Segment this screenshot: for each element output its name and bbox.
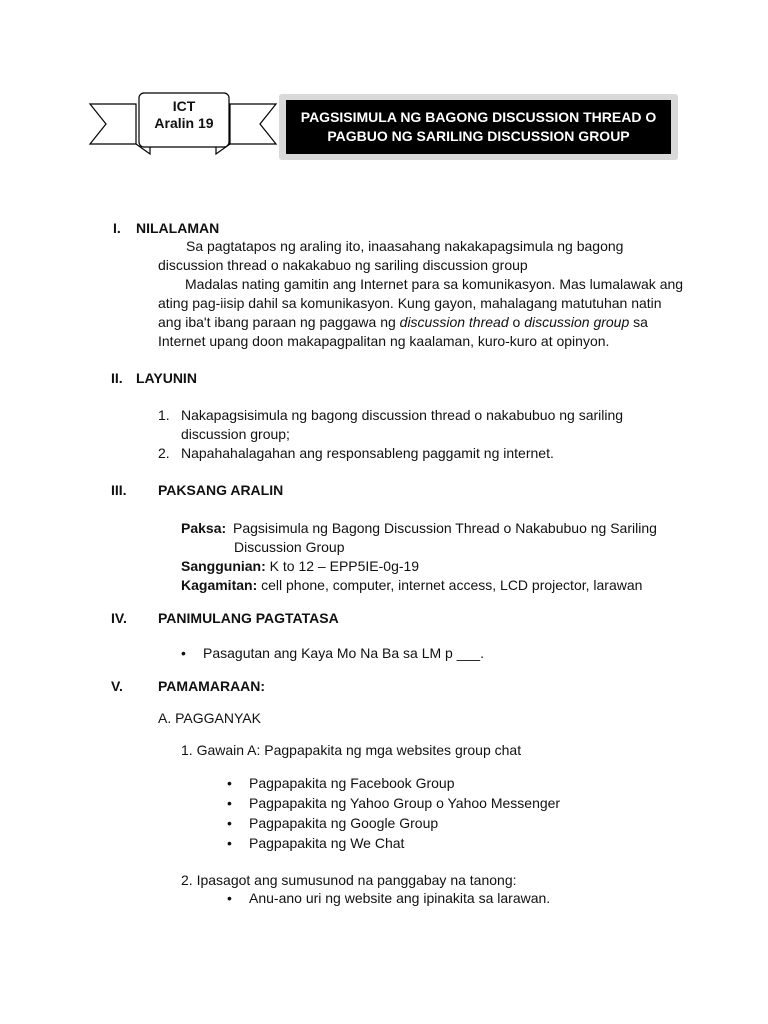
bullet-icon: • [227,775,232,791]
bullet-icon: • [227,795,232,811]
lesson-title [286,100,671,154]
list-item [227,834,404,852]
section-1-number: I. [113,220,121,236]
objective-line-2: discussion thread o nakakabuo ng sariling discussion group [158,257,528,273]
intro-term-thread: discussion thread [399,314,509,330]
section-4-heading: PANIMULANG PAGTATASA [158,610,339,626]
bullet-icon: • [181,645,186,661]
section-3-heading: PAKSANG ARALIN [158,482,284,498]
kagamitan-label: Kagamitan: [181,577,258,593]
section-2-heading: LAYUNIN [136,370,197,386]
section-4-number: IV. [111,610,127,626]
intro-term-group: discussion group [524,314,630,330]
subsection-a: A. PAGGANYAK [158,710,261,726]
list-item [227,889,550,907]
list-item-text: Pagpapakita ng Yahoo Group o Yahoo Messenger [249,795,561,811]
bullet-icon: • [227,815,232,831]
list-item-text: Anu-ano uri ng website ang ipinakita sa larawan. [249,890,551,906]
intro-line-1: Madalas nating gamitin ang Internet para sa komunikasyon. Mas lumalawak ang [185,276,684,292]
intro-line-3 [158,313,648,331]
goal-2-line-1: Napahahalagahan ang responsableng paggamit ng internet. [181,445,554,461]
goal-1-line-1: Nakapagsisimula ng bagong discussion thread o nakabubuo ng sariling [181,407,624,423]
sanggunian-value: K to 12 – EPP5IE-0g-19 [265,558,420,574]
list-item [227,814,438,832]
title-line-1: PAGSISIMULA NG BAGONG DISCUSSION THREAD O [300,109,657,125]
sanggunian-row [181,557,419,575]
assessment-text: Pasagutan ang Kaya Mo Na Ba sa LM p ___. [203,645,484,661]
list-item [227,774,454,792]
goal-2-number: 2. [158,445,170,461]
kagamitan-value: cell phone, computer, internet access, LCD projector, larawan [257,577,643,593]
intro-line-2: ating pag-iisip dahil sa komunikasyon. Kung gayon, mahalagang matutuhan natin [158,295,662,311]
list-item-text: Pagpapakita ng We Chat [249,835,405,851]
paksa-line-2: Discussion Group [234,539,345,555]
list-item-text: Pagpapakita ng Google Group [249,815,439,831]
goal-1-line-2: discussion group; [181,426,290,442]
section-5-heading: PAMAMARAAN: [158,678,266,694]
kagamitan-row [181,576,642,594]
assessment-bullet [181,644,484,662]
intro-line-4: Internet upang doon makapagpalitan ng kaalaman, kuro-kuro at opinyon. [158,333,610,349]
section-2-number: II. [111,370,123,386]
bullet-icon: • [227,835,232,851]
section-1-heading: NILALAMAN [136,220,220,236]
objective-line-1: Sa pagtatapos ng araling ito, inaasahang nakakapagsimula ng bagong [186,238,624,254]
title-line-2: PAGBUO NG SARILING DISCUSSION GROUP [327,128,630,144]
section-5-number: V. [111,678,123,694]
goal-1-number: 1. [158,407,170,423]
paksa-line-1: Pagsisimula ng Bagong Discussion Thread o Nakabubuo ng Sariling [233,520,657,536]
intro-text-e: sa [629,314,648,330]
intro-text-c: o [508,314,525,330]
lesson-number: Aralin 19 [154,115,214,131]
lesson-label [139,93,229,143]
bullet-icon: • [227,890,232,906]
paksa-label: Paksa: [181,520,227,536]
section-3-number: III. [111,482,127,498]
sanggunian-label: Sanggunian: [181,558,266,574]
subject-label: ICT [172,98,196,114]
step-1: 1. Gawain A: Pagpapakita ng mga websites group chat [181,742,522,758]
list-item [227,794,560,812]
title-frame [279,94,678,160]
step-2: 2. Ipasagot ang sumusunod na panggabay na tanong: [181,872,517,888]
intro-text-a: ang iba't ibang paraan ng paggawa ng [158,314,400,330]
list-item-text: Pagpapakita ng Facebook Group [249,775,455,791]
